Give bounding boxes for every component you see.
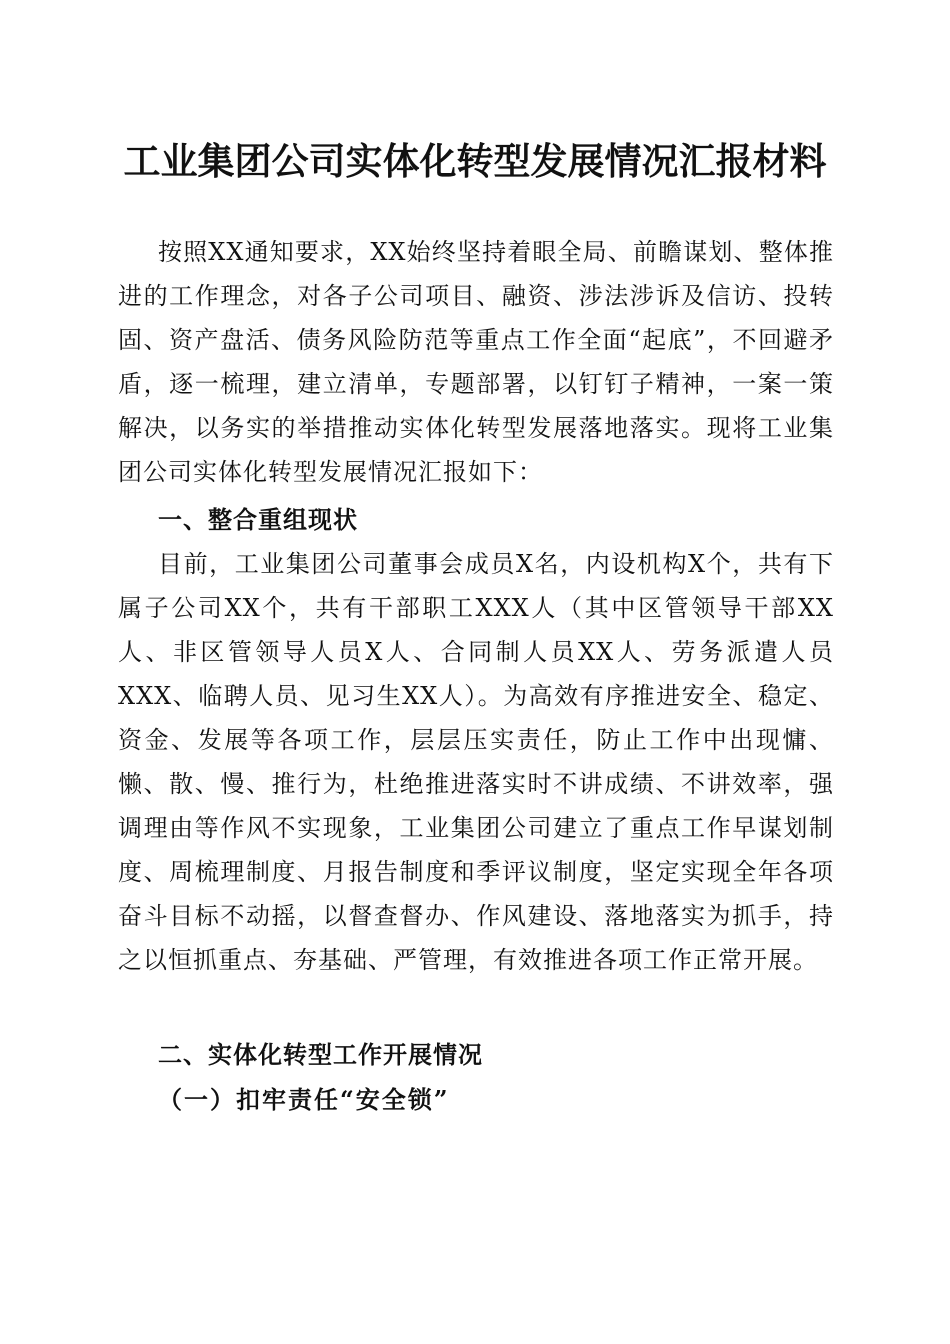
section-1-paragraph: 目前，工业集团公司董事会成员X名，内设机构X个，共有下属子公司XX个，共有干部职工XXX人（其中区管领导干部XX人、非区管领导人员X人、合同制人员XX人、劳务派遣人员XXX、临聘人员、见习生XX人）。为高效有序推进安全、稳定、资金、发展等各项工作，层层压实责任，防止工作中出现慵、懒、散、慢、推行为，杜绝推进落实时不讲成绩、不讲效率，强调理由等作风不实现象，工业集团公司建立了重点工作早谋划制度、周梳理制度、月报告制度和季评议制度，坚定实现全年各项奋斗目标不动摇，以督查督办、作风建设、落地落实为抓手，持之以恒抓重点、夯基础、严管理，有效推进各项工作正常开展。 <box>118 550 834 974</box>
intro-paragraph: 按照XX通知要求，XX始终坚持着眼全局、前瞻谋划、整体推进的工作理念，对各子公司项目、融资、涉法涉诉及信访、投转固、资产盘活、债务风险防范等重点工作全面“起底”，不回避矛盾，逐一梳理，建立清单，专题部署，以钉钉子精神，一案一策解决，以务实的举措推动实体化转型发展落地落实。现将工业集团公司实体化转型发展情况汇报如下： <box>118 238 834 486</box>
section-2-subheading-1: （一）扣牢责任“安全锁” <box>158 1085 450 1114</box>
document-title: 工业集团公司实体化转型发展情况汇报材料 <box>123 139 827 183</box>
section-1-heading: 一、整合重组现状 <box>158 506 358 534</box>
section-2-heading: 二、实体化转型工作开展情况 <box>158 1041 483 1069</box>
